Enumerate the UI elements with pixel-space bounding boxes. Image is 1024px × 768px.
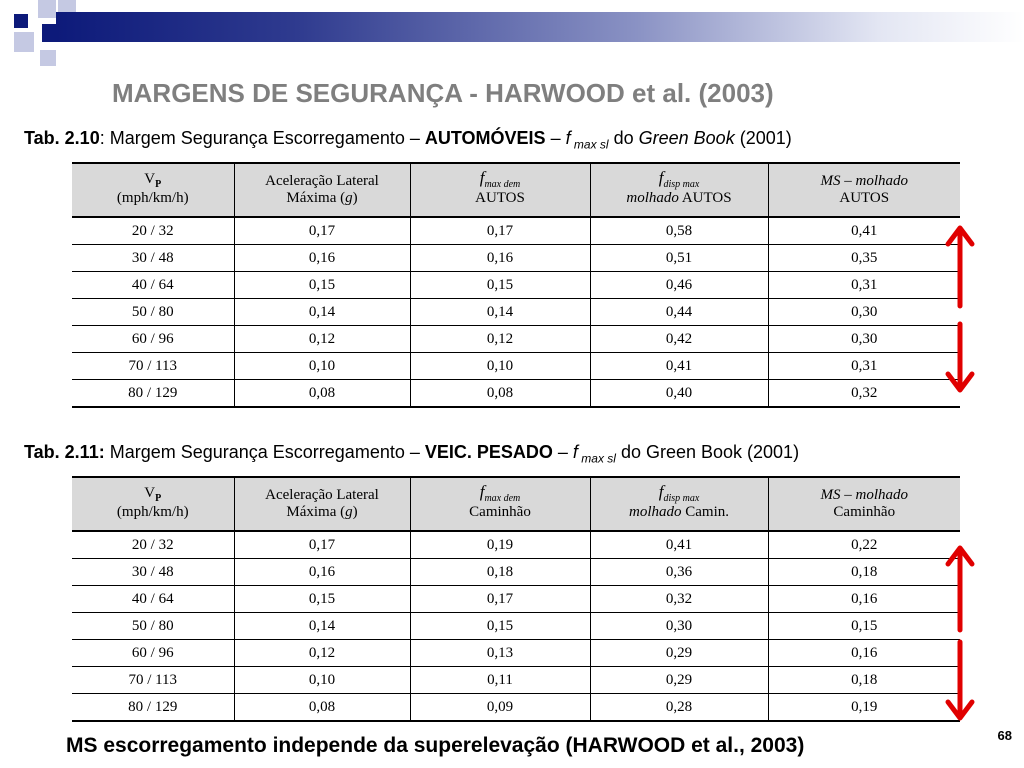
- table-cell: 40 / 64: [72, 272, 234, 299]
- table2-caption-text2: –: [552, 442, 573, 462]
- table-cell: 0,08: [410, 380, 590, 408]
- table-cell: 20 / 32: [72, 531, 234, 559]
- table-cell: 0,16: [234, 559, 410, 586]
- table-row: [72, 272, 960, 299]
- table1-caption-text2: –: [545, 128, 566, 148]
- table1-caption-year: (2001): [734, 128, 792, 148]
- table-row: [72, 559, 960, 586]
- table-cell: 0,58: [590, 217, 768, 245]
- table-cell: 0,32: [590, 586, 768, 613]
- table2-caption-label: Tab. 2.11:: [24, 442, 105, 462]
- header-gradient-bar: [56, 12, 1024, 42]
- page-number: 68: [997, 728, 1012, 743]
- table-cell: 0,14: [234, 299, 410, 326]
- table2-caption-emph: VEIC. PESADO: [424, 442, 553, 462]
- table1-caption-book: Green Book: [638, 128, 735, 148]
- table-cell: 0,17: [234, 217, 410, 245]
- table-row: [72, 640, 960, 667]
- t2-head-acc: Aceleração Lateral: [234, 477, 410, 504]
- table-row: [72, 667, 960, 694]
- table-cell: 0,35: [768, 245, 960, 272]
- table-cell: 30 / 48: [72, 559, 234, 586]
- logo-square-light-4: [40, 50, 56, 66]
- table2-caption-text3: do Green Book (2001): [615, 442, 800, 462]
- logo-square-navy-1: [14, 14, 28, 28]
- arrow-down-icon: [948, 642, 972, 718]
- table2-body: [72, 531, 960, 721]
- table-cell: 0,15: [768, 613, 960, 640]
- table-cell: 0,15: [410, 613, 590, 640]
- t1-head-fdem: $f_{max dem}$: [410, 163, 590, 190]
- table-cell: 50 / 80: [72, 613, 234, 640]
- red-arrows-table2: [940, 542, 984, 726]
- t2-head-fdisp: $f_{disp max}$: [590, 477, 768, 504]
- table-cell: 0,16: [768, 640, 960, 667]
- table-cell: 50 / 80: [72, 299, 234, 326]
- table-cell: 0,30: [590, 613, 768, 640]
- table-row: [72, 299, 960, 326]
- t1-head-acc-2: Máxima (g): [234, 190, 410, 217]
- arrow-up-icon: [948, 228, 972, 306]
- table-cell: 60 / 96: [72, 326, 234, 353]
- t1-head-fdem-2: AUTOS: [410, 190, 590, 217]
- table-row: [72, 245, 960, 272]
- table-cell: 0,32: [768, 380, 960, 408]
- table-cell: 0,10: [234, 667, 410, 694]
- table-cell: 0,15: [234, 272, 410, 299]
- t2-head-ms: MS – molhado: [768, 477, 960, 504]
- table-cell: 0,29: [590, 667, 768, 694]
- table-cell: 0,14: [234, 613, 410, 640]
- table-cell: 0,18: [410, 559, 590, 586]
- t2-head-fdem: $f_{max dem}$: [410, 477, 590, 504]
- table1-caption-emph: AUTOMÓVEIS: [424, 128, 546, 148]
- arrow-down-icon: [948, 324, 972, 390]
- table-cell: 0,16: [234, 245, 410, 272]
- table-cell: 70 / 113: [72, 667, 234, 694]
- table-cell: 0,12: [234, 326, 410, 353]
- table-cell: 80 / 129: [72, 694, 234, 722]
- t1-head-acc: Aceleração Lateral: [234, 163, 410, 190]
- table-cell: 0,17: [410, 217, 590, 245]
- table1: [72, 162, 960, 408]
- table-cell: 0,15: [410, 272, 590, 299]
- arrow-up-icon: [948, 548, 972, 630]
- table-cell: 0,17: [234, 531, 410, 559]
- table-cell: 0,30: [768, 326, 960, 353]
- t2-head-vp-unit: (mph/km/h): [72, 504, 234, 531]
- table-cell: 60 / 96: [72, 640, 234, 667]
- table-cell: 0,08: [234, 380, 410, 408]
- table-row: [72, 217, 960, 245]
- t1-head-ms: MS – molhado: [768, 163, 960, 190]
- table1-caption: [24, 128, 792, 152]
- table-row: [72, 353, 960, 380]
- t2-head-vp: $V_P$: [72, 477, 234, 504]
- table1-caption-f: f: [565, 128, 571, 148]
- t2-head-ms-2: Caminhão: [768, 504, 960, 531]
- t1-head-vp: $V_P$: [72, 163, 234, 190]
- table-cell: 80 / 129: [72, 380, 234, 408]
- table-cell: 0,51: [590, 245, 768, 272]
- table-cell: 0,18: [768, 559, 960, 586]
- t2-head-fdem-2: Caminhão: [410, 504, 590, 531]
- table-cell: 0,13: [410, 640, 590, 667]
- table1-caption-label: Tab. 2.10: [24, 128, 100, 148]
- t1-head-ms-2: AUTOS: [768, 190, 960, 217]
- table-cell: 0,19: [768, 694, 960, 722]
- table-row: [72, 694, 960, 722]
- table2-caption-f: f: [572, 442, 578, 462]
- table-cell: 0,08: [234, 694, 410, 722]
- table-cell: 0,18: [768, 667, 960, 694]
- table-cell: 0,19: [410, 531, 590, 559]
- table-cell: 0,09: [410, 694, 590, 722]
- table-row: [72, 586, 960, 613]
- footer-note: MS escorregamento independe da superelevação (HARWOOD et al., 2003): [66, 734, 805, 757]
- t1-head-fdisp-2: molhado AUTOS: [590, 190, 768, 217]
- table-cell: 40 / 64: [72, 586, 234, 613]
- table2-caption-sub: max sl: [577, 451, 616, 466]
- table-cell: 0,46: [590, 272, 768, 299]
- table-cell: 0,29: [590, 640, 768, 667]
- table-row: [72, 531, 960, 559]
- table-cell: 0,40: [590, 380, 768, 408]
- table-cell: 0,28: [590, 694, 768, 722]
- table-cell: 0,11: [410, 667, 590, 694]
- table-cell: 70 / 113: [72, 353, 234, 380]
- logo-square-light-1: [38, 0, 56, 18]
- table-cell: 0,16: [410, 245, 590, 272]
- red-arrows-table1: [940, 222, 984, 398]
- table2-caption-text1: Margem Segurança Escorregamento –: [104, 442, 425, 462]
- table-cell: 0,14: [410, 299, 590, 326]
- table-cell: 0,12: [410, 326, 590, 353]
- table-cell: 0,41: [590, 353, 768, 380]
- table1-caption-sub: max sl: [570, 137, 609, 152]
- t2-head-acc-2: Máxima (g): [234, 504, 410, 531]
- table-cell: 0,10: [234, 353, 410, 380]
- table-row: [72, 613, 960, 640]
- table2: [72, 476, 960, 722]
- table-cell: 0,42: [590, 326, 768, 353]
- table-cell: 20 / 32: [72, 217, 234, 245]
- table-cell: 0,17: [410, 586, 590, 613]
- table-cell: 0,31: [768, 353, 960, 380]
- t1-head-vp-unit: (mph/km/h): [72, 190, 234, 217]
- table-cell: 30 / 48: [72, 245, 234, 272]
- table-cell: 0,16: [768, 586, 960, 613]
- table-cell: 0,10: [410, 353, 590, 380]
- t1-head-fdisp: $f_{disp max}$: [590, 163, 768, 190]
- slide-title: MARGENS DE SEGURANÇA - HARWOOD et al. (2003): [112, 78, 774, 108]
- table1-caption-text1: : Margem Segurança Escorregamento –: [99, 128, 425, 148]
- table-cell: 0,41: [590, 531, 768, 559]
- table-cell: 0,15: [234, 586, 410, 613]
- logo-square-light-3: [14, 32, 34, 52]
- table-cell: 0,31: [768, 272, 960, 299]
- table2-caption: [24, 442, 799, 466]
- table-cell: 0,44: [590, 299, 768, 326]
- table-cell: 0,36: [590, 559, 768, 586]
- t2-head-fdisp-2: molhado Camin.: [590, 504, 768, 531]
- table-cell: 0,12: [234, 640, 410, 667]
- table-cell: 0,30: [768, 299, 960, 326]
- table-row: [72, 326, 960, 353]
- table-cell: 0,41: [768, 217, 960, 245]
- table1-body: [72, 217, 960, 407]
- table-cell: 0,22: [768, 531, 960, 559]
- table1-caption-text3: do: [608, 128, 639, 148]
- table-row: [72, 380, 960, 408]
